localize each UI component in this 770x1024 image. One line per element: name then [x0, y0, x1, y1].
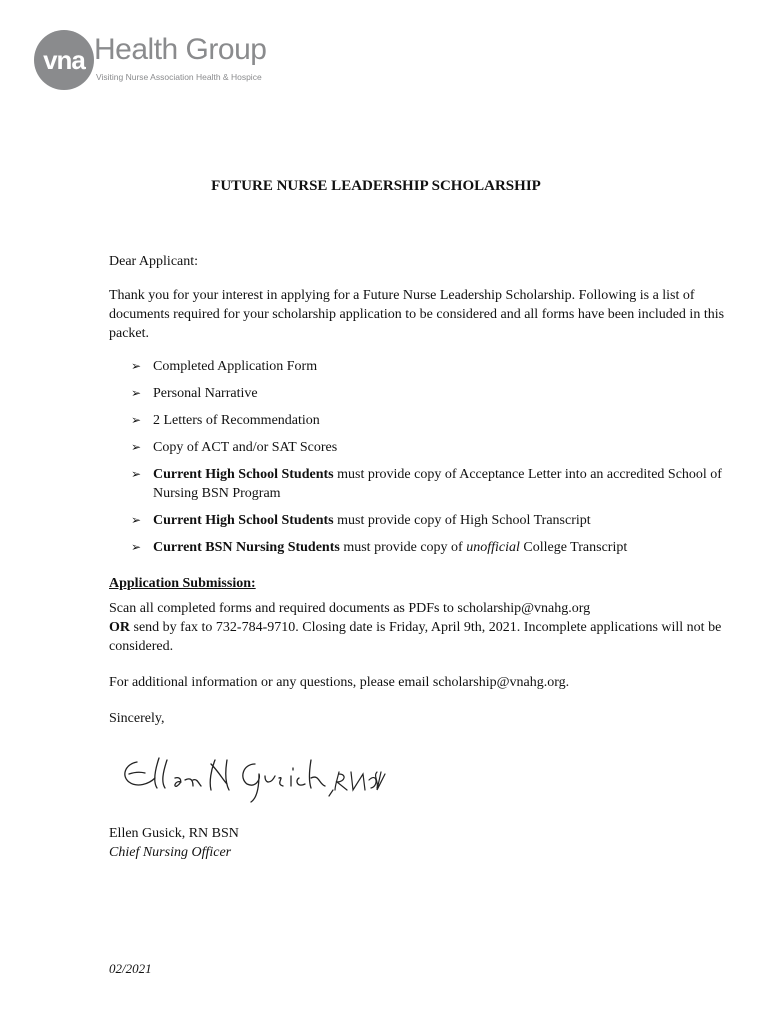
document-text: Copy of ACT and/or SAT Scores: [153, 440, 338, 455]
arrow-bullet-icon: ➢: [131, 413, 142, 427]
closing: Sincerely,: [109, 711, 165, 726]
arrow-bullet-icon: ➢: [131, 386, 142, 400]
document-item: [109, 357, 729, 376]
letter-body: [109, 252, 729, 862]
document-item: [109, 511, 729, 530]
company-logo: [34, 30, 274, 92]
document-item: [109, 465, 729, 503]
required-documents-list: [109, 357, 729, 557]
document-audience: Current High School Students: [153, 513, 334, 528]
logo-name: Health Group: [94, 33, 267, 66]
document-text: must provide copy of High School Transcript: [333, 513, 591, 528]
logo-mark: vna: [34, 30, 94, 90]
svg-text:Ellen M Gusick, RN BSN: Ellen M Gusick, RN BSN: [115, 739, 261, 754]
document-emphasis: unofficial: [466, 540, 520, 555]
document-title: FUTURE NURSE LEADERSHIP SCHOLARSHIP: [211, 178, 541, 194]
submission-text: [109, 599, 729, 656]
document-text: must provide copy of Acceptance Letter into an accredited School of Nursing BSN Program: [153, 467, 722, 501]
submission-line-1: Scan all completed forms and required documents as PDFs to scholarship@vnahg.org: [109, 601, 591, 616]
signer-name: Ellen Gusick, RN BSN: [109, 826, 239, 841]
submission-or-label: OR: [109, 620, 130, 635]
submission-line-2: send by fax to 732-784-9710. Closing date is Friday, April 9th, 2021. Incomplete applications will not be considered.: [109, 620, 722, 654]
document-item: [109, 384, 729, 403]
arrow-bullet-icon: ➢: [131, 467, 142, 481]
arrow-bullet-icon: ➢: [131, 440, 142, 454]
intro-paragraph: Thank you for your interest in applying for a Future Nurse Leadership Scholarship. Following is a list of documents required for your scholarship application to be considered and all forms have been included in this packet.: [109, 288, 725, 341]
document-text-tail: College Transcript: [519, 540, 628, 555]
document-item: [109, 438, 729, 457]
document-text: 2 Letters of Recommendation: [153, 413, 320, 428]
footer-date: 02/2021: [109, 961, 152, 976]
contact-paragraph: For additional information or any questions, please email scholarship@vnahg.org.: [109, 675, 570, 690]
signer-title: Chief Nursing Officer: [109, 845, 232, 860]
arrow-bullet-icon: ➢: [131, 359, 142, 373]
document-text: must provide copy of: [339, 540, 467, 555]
logo-tagline: Visiting Nurse Association Health & Hospice: [96, 72, 262, 82]
document-item: [109, 538, 729, 557]
document-text: Completed Application Form: [153, 359, 318, 374]
document-audience: Current BSN Nursing Students: [153, 540, 340, 555]
arrow-bullet-icon: ➢: [131, 513, 142, 527]
submission-heading: Application Submission:: [109, 576, 256, 591]
document-audience: Current High School Students: [153, 467, 334, 482]
document-text: Personal Narrative: [153, 386, 258, 401]
arrow-bullet-icon: ➢: [131, 540, 142, 554]
document-item: [109, 411, 729, 430]
handwritten-signature: [115, 739, 385, 806]
salutation: Dear Applicant:: [109, 254, 199, 269]
